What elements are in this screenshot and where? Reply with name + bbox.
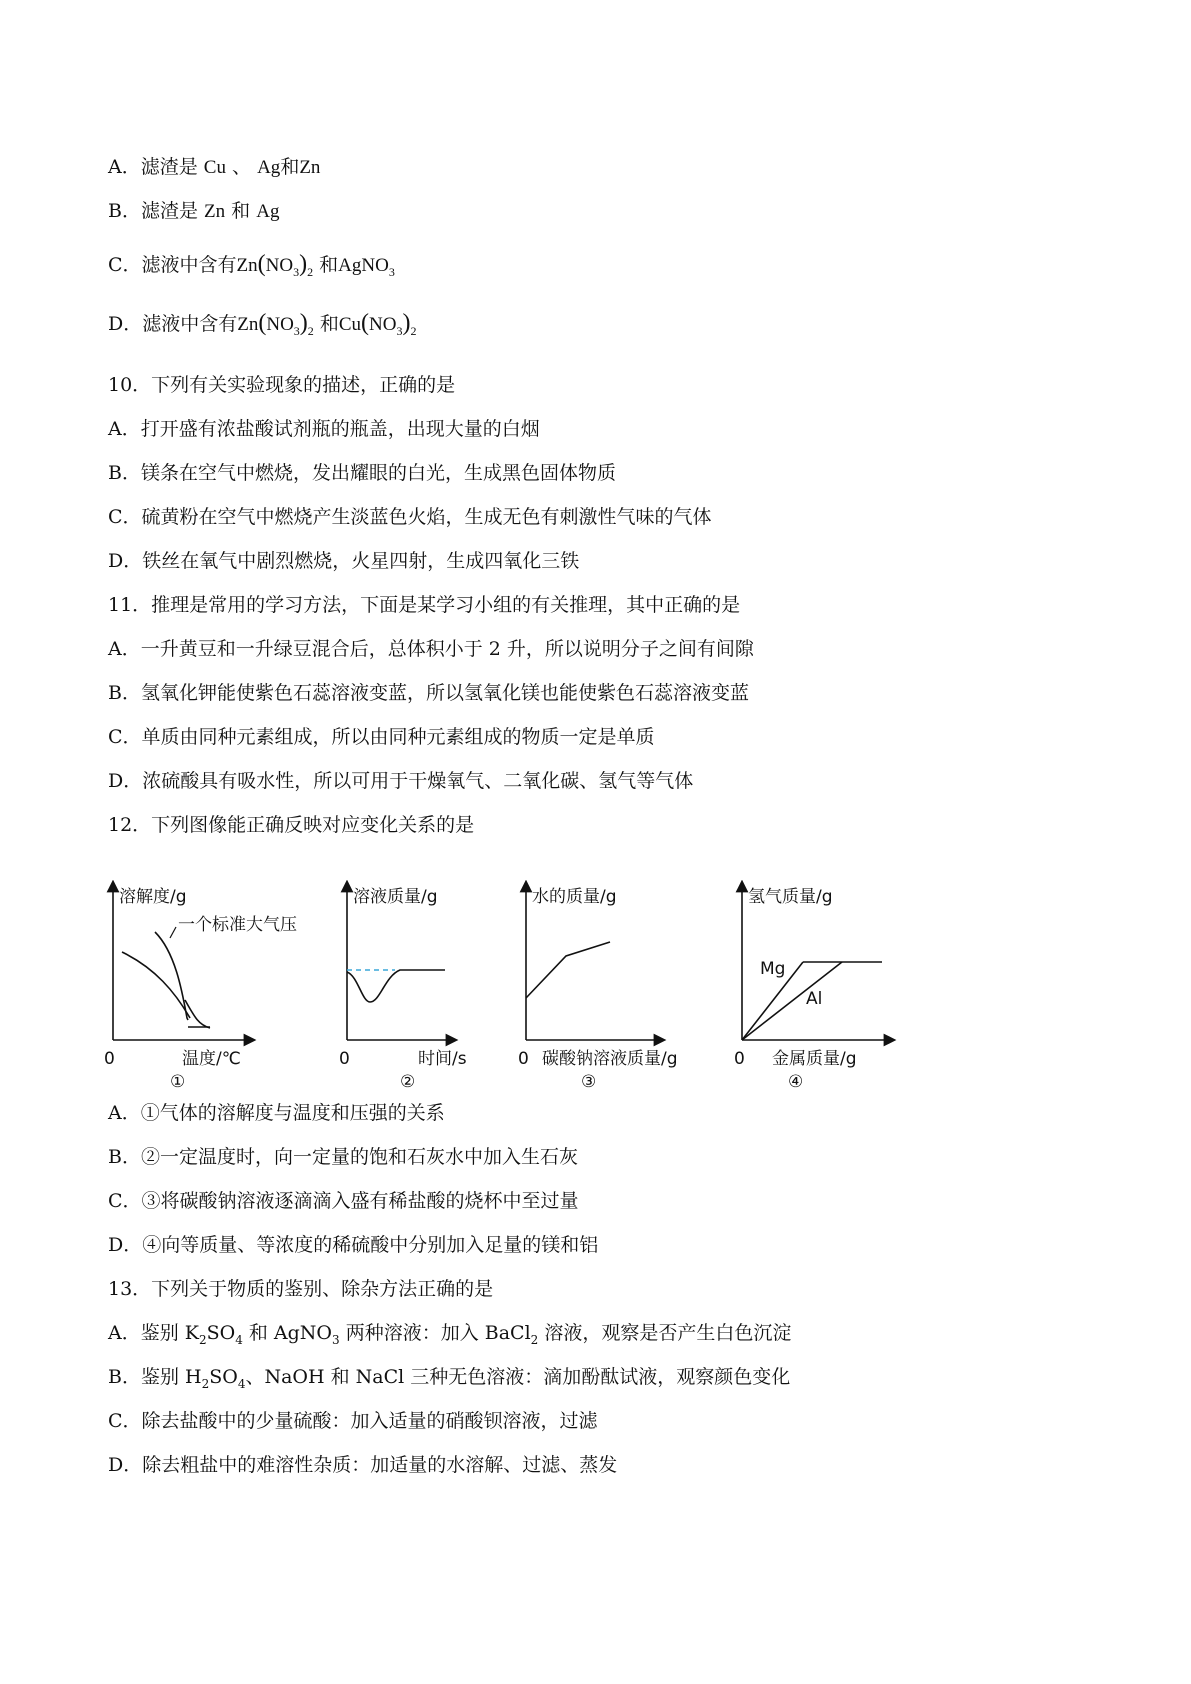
graph-1-curve-mid	[185, 1000, 210, 1028]
q9-d-no: NO	[266, 314, 294, 335]
q13-option-a	[108, 1321, 791, 1352]
q11-option-d: D．浓硫酸具有吸水性，所以可用于干燥氧气、二氧化碳、氢气等气体	[108, 770, 694, 792]
q9-d-sub3-b: 3	[396, 323, 403, 338]
q9-d-and: 和	[319, 313, 339, 335]
q10-option-b: B．镁条在空气中燃烧，发出耀眼的白光，生成黑色固体物质	[108, 462, 616, 484]
q11-stem: 11．推理是常用的学习方法，下面是某学习小组的有关推理，其中正确的是	[108, 594, 741, 616]
q13-option-c: C．除去盐酸中的少量硫酸：加入适量的硝酸钡溶液，过滤	[108, 1410, 598, 1432]
q9-a-and: 和	[280, 156, 300, 178]
q11-option-c: C．单质由同种元素组成，所以由同种元素组成的物质一定是单质	[108, 726, 655, 748]
q10-option-c: C．硫黄粉在空气中燃烧产生淡蓝色火焰，生成无色有刺激性气味的气体	[108, 506, 712, 528]
q13-b-t1: B．鉴别 H	[108, 1366, 202, 1388]
q9-c-paren-open: (	[257, 251, 266, 277]
q9-option-c	[108, 252, 395, 284]
q9-d-paren-close-b: )	[402, 310, 411, 336]
graph-4-ylabel: 氢气质量/g	[748, 887, 833, 907]
graph-2-number: ②	[400, 1072, 416, 1090]
graph-1-annotation: 一个标准大气压	[178, 915, 297, 935]
q13-option-b	[108, 1365, 790, 1396]
q13-option-d: D．除去粗盐中的难溶性杂质：加适量的水溶解、过滤、蒸发	[108, 1454, 618, 1476]
q9-c-no: NO	[265, 255, 294, 276]
q13-b-s1: 2	[201, 1376, 210, 1391]
q9-d-sub2: 2	[307, 323, 314, 338]
q9-a-ag: Ag	[257, 157, 281, 178]
q12-option-c: C．③将碳酸钠溶液逐滴滴入盛有稀盐酸的烧杯中至过量	[108, 1190, 579, 1212]
q9-d-paren-open: (	[258, 310, 267, 336]
q9-c-prefix: C．滤液中含有	[108, 254, 237, 276]
q12-option-b: B．②一定温度时，向一定量的饱和石灰水中加入生石灰	[108, 1146, 578, 1168]
graph-2-origin: 0	[339, 1049, 350, 1069]
q9-c-sub2: 2	[307, 264, 314, 279]
q12-graphs	[100, 880, 960, 1090]
graph-2-ylabel: 溶液质量/g	[353, 887, 438, 907]
graph-3-ylabel: 水的质量/g	[532, 887, 617, 907]
graph-4-number: ④	[788, 1072, 804, 1090]
graph-1	[104, 886, 297, 1090]
q13-a-s3: 3	[332, 1332, 340, 1347]
graph-2-xlabel: 时间/s	[418, 1049, 467, 1069]
q9-d-sub3: 3	[293, 323, 300, 338]
q9-d-no-b: NO	[369, 314, 397, 335]
graph-3	[518, 886, 678, 1090]
graph-1-ylabel: 溶解度/g	[119, 887, 187, 907]
q9-a-zn: Zn	[299, 157, 321, 178]
q9-a-sep: 、	[232, 156, 252, 178]
q12-option-a: A．①气体的溶解度与温度和压强的关系	[108, 1102, 445, 1124]
q13-b-t2: SO	[209, 1366, 238, 1388]
q12-stem: 12．下列图像能正确反映对应变化关系的是	[108, 814, 475, 836]
graph-4-xlabel: 金属质量/g	[772, 1049, 857, 1069]
q9-b-ag: Ag	[256, 201, 280, 222]
graph-4-al-label: Al	[806, 989, 823, 1009]
q13-stem: 13．下列关于物质的鉴别、除杂方法正确的是	[108, 1278, 494, 1300]
q13-a-s1: 2	[198, 1332, 207, 1347]
graph-2-curve	[347, 970, 445, 1002]
q9-c-agsub3: 3	[388, 264, 395, 279]
graph-1-annotation-pointer	[170, 927, 176, 938]
q10-option-a: A．打开盛有浓盐酸试剂瓶的瓶盖，出现大量的白烟	[108, 418, 540, 440]
q9-c-sub3: 3	[293, 264, 300, 279]
graph-3-number: ③	[581, 1072, 597, 1090]
q9-c-zn: Zn	[236, 255, 258, 276]
graph-4-al-line	[742, 962, 842, 1040]
q9-c-paren-close: )	[299, 251, 308, 277]
q9-d-prefix: D．滤液中含有	[108, 313, 238, 335]
q9-d-paren-close: )	[299, 310, 308, 336]
q13-a-s4: 2	[530, 1332, 539, 1347]
q10-option-d: D．铁丝在氧气中剧烈燃烧，火星四射，生成四氧化三铁	[108, 550, 580, 572]
q13-b-s2: 4	[237, 1376, 246, 1391]
q13-a-s2: 4	[235, 1332, 243, 1347]
q11-option-b: B．氢氧化钾能使紫色石蕊溶液变蓝，所以氢氧化镁也能使紫色石蕊溶液变蓝	[108, 682, 749, 704]
graph-1-xlabel: 温度/℃	[182, 1049, 241, 1069]
graph-4-origin: 0	[734, 1049, 745, 1069]
q9-d-paren-open-b: (	[361, 310, 370, 336]
graph-2	[339, 886, 467, 1090]
q10-stem: 10．下列有关实验现象的描述，正确的是	[108, 374, 456, 396]
q9-c-and: 和	[319, 254, 339, 276]
q13-b-t3: 、NaOH 和 NaCl 三种无色溶液：滴加酚酞试液，观察颜色变化	[245, 1366, 791, 1388]
q9-a-prefix: A．滤渣是	[108, 156, 198, 178]
graph-3-curve	[526, 942, 610, 998]
q9-option-a	[108, 155, 320, 180]
graph-1-number: ①	[170, 1072, 186, 1090]
q13-a-t2: SO	[206, 1322, 236, 1344]
q13-a-t3: 和 AgNO	[242, 1322, 333, 1344]
q13-a-t4: 两种溶液：加入 BaCl	[339, 1322, 531, 1344]
graph-3-xlabel: 碳酸钠溶液质量/g	[542, 1049, 678, 1069]
q9-b-and: 和	[231, 200, 251, 222]
q9-c-agno: AgNO	[338, 255, 389, 276]
q13-a-t5: 溶液，观察是否产生白色沉淀	[538, 1322, 792, 1344]
graph-4	[734, 886, 890, 1090]
q13-a-t1: A．鉴别 K	[108, 1322, 199, 1344]
q9-b-prefix: B．滤渣是	[108, 200, 198, 222]
graph-4-mg-label: Mg	[760, 959, 786, 979]
q9-b-zn: Zn	[204, 201, 226, 222]
q9-d-sub2-b: 2	[410, 323, 417, 338]
q9-option-b	[108, 199, 279, 224]
graph-1-origin: 0	[104, 1049, 115, 1069]
q9-d-zn: Zn	[237, 314, 259, 335]
q9-a-cu: Cu	[203, 157, 226, 178]
q12-graphs-svg	[100, 880, 960, 1090]
q9-d-cu: Cu	[338, 314, 362, 335]
q11-option-a: A．一升黄豆和一升绿豆混合后，总体积小于 2 升，所以说明分子之间有间隙	[108, 638, 754, 660]
graph-3-origin: 0	[518, 1049, 529, 1069]
q9-option-d	[108, 311, 417, 343]
q12-option-d: D．④向等质量、等浓度的稀硫酸中分别加入足量的镁和铝	[108, 1234, 599, 1256]
